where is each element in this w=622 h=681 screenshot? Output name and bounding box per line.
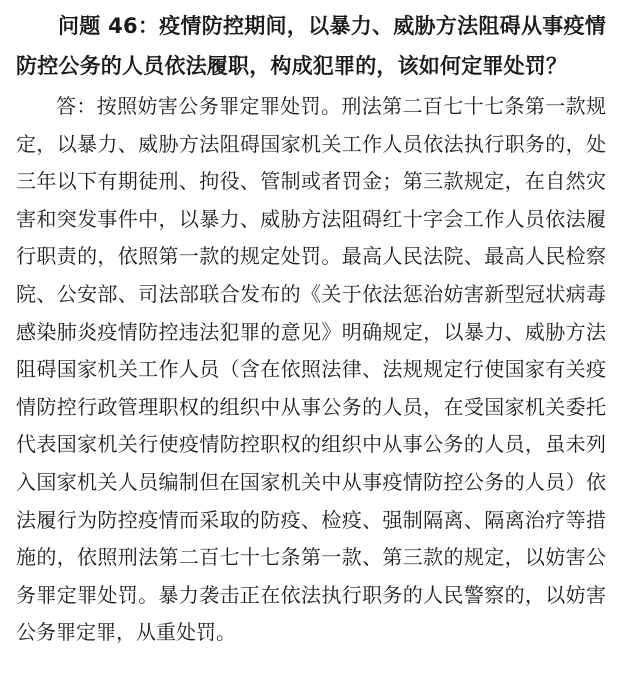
answer-paragraph: 答：按照妨害公务罪定罪处罚。刑法第二百七十七条第一款规定，以暴力、威胁方法阻碍国家机关工作人员依法执行职务的，处三年以下有期徒刑、拘役、管制或者罚金；第三款规定，在自然灾害和突发事件中，以暴力、威胁方法阻碍红十字会工作人员依法履行职责的，依照第一款的规定处罚。最高人民法院、最高人民检察院、公安部、司法部联合发布的《关于依法惩治妨害新型冠状病毒感染肺炎疫情防控违法犯罪的意见》明确规定，以暴力、威胁方法阻碍国家机关工作人员（含在依照法律、法规规定行使国家有关疫情防控行政管理职权的组织中从事公务的人员，在受国家机关委托代表国家机关行使疫情防控职权的组织中从事公务的人员，虽未列入国家机关人员编制但在国家机关中从事疫情防控公务的人员）依法履行为防控疫情而采取的防疫、检疫、强制隔离、隔离治疗等措施的，依照刑法第二百七十七条第一款、第三款的规定，以妨害公务罪定罪处罚。暴力袭击正在依法执行职务的人民警察的，以妨害公务罪定罪，从重处罚。 bbox=[16, 94, 606, 645]
question-heading: 问题 46：疫情防控期间，以暴力、威胁方法阻碍从事疫情防控公务的人员依法履职，构成犯罪的，该如何定罪处罚？ bbox=[16, 14, 606, 78]
